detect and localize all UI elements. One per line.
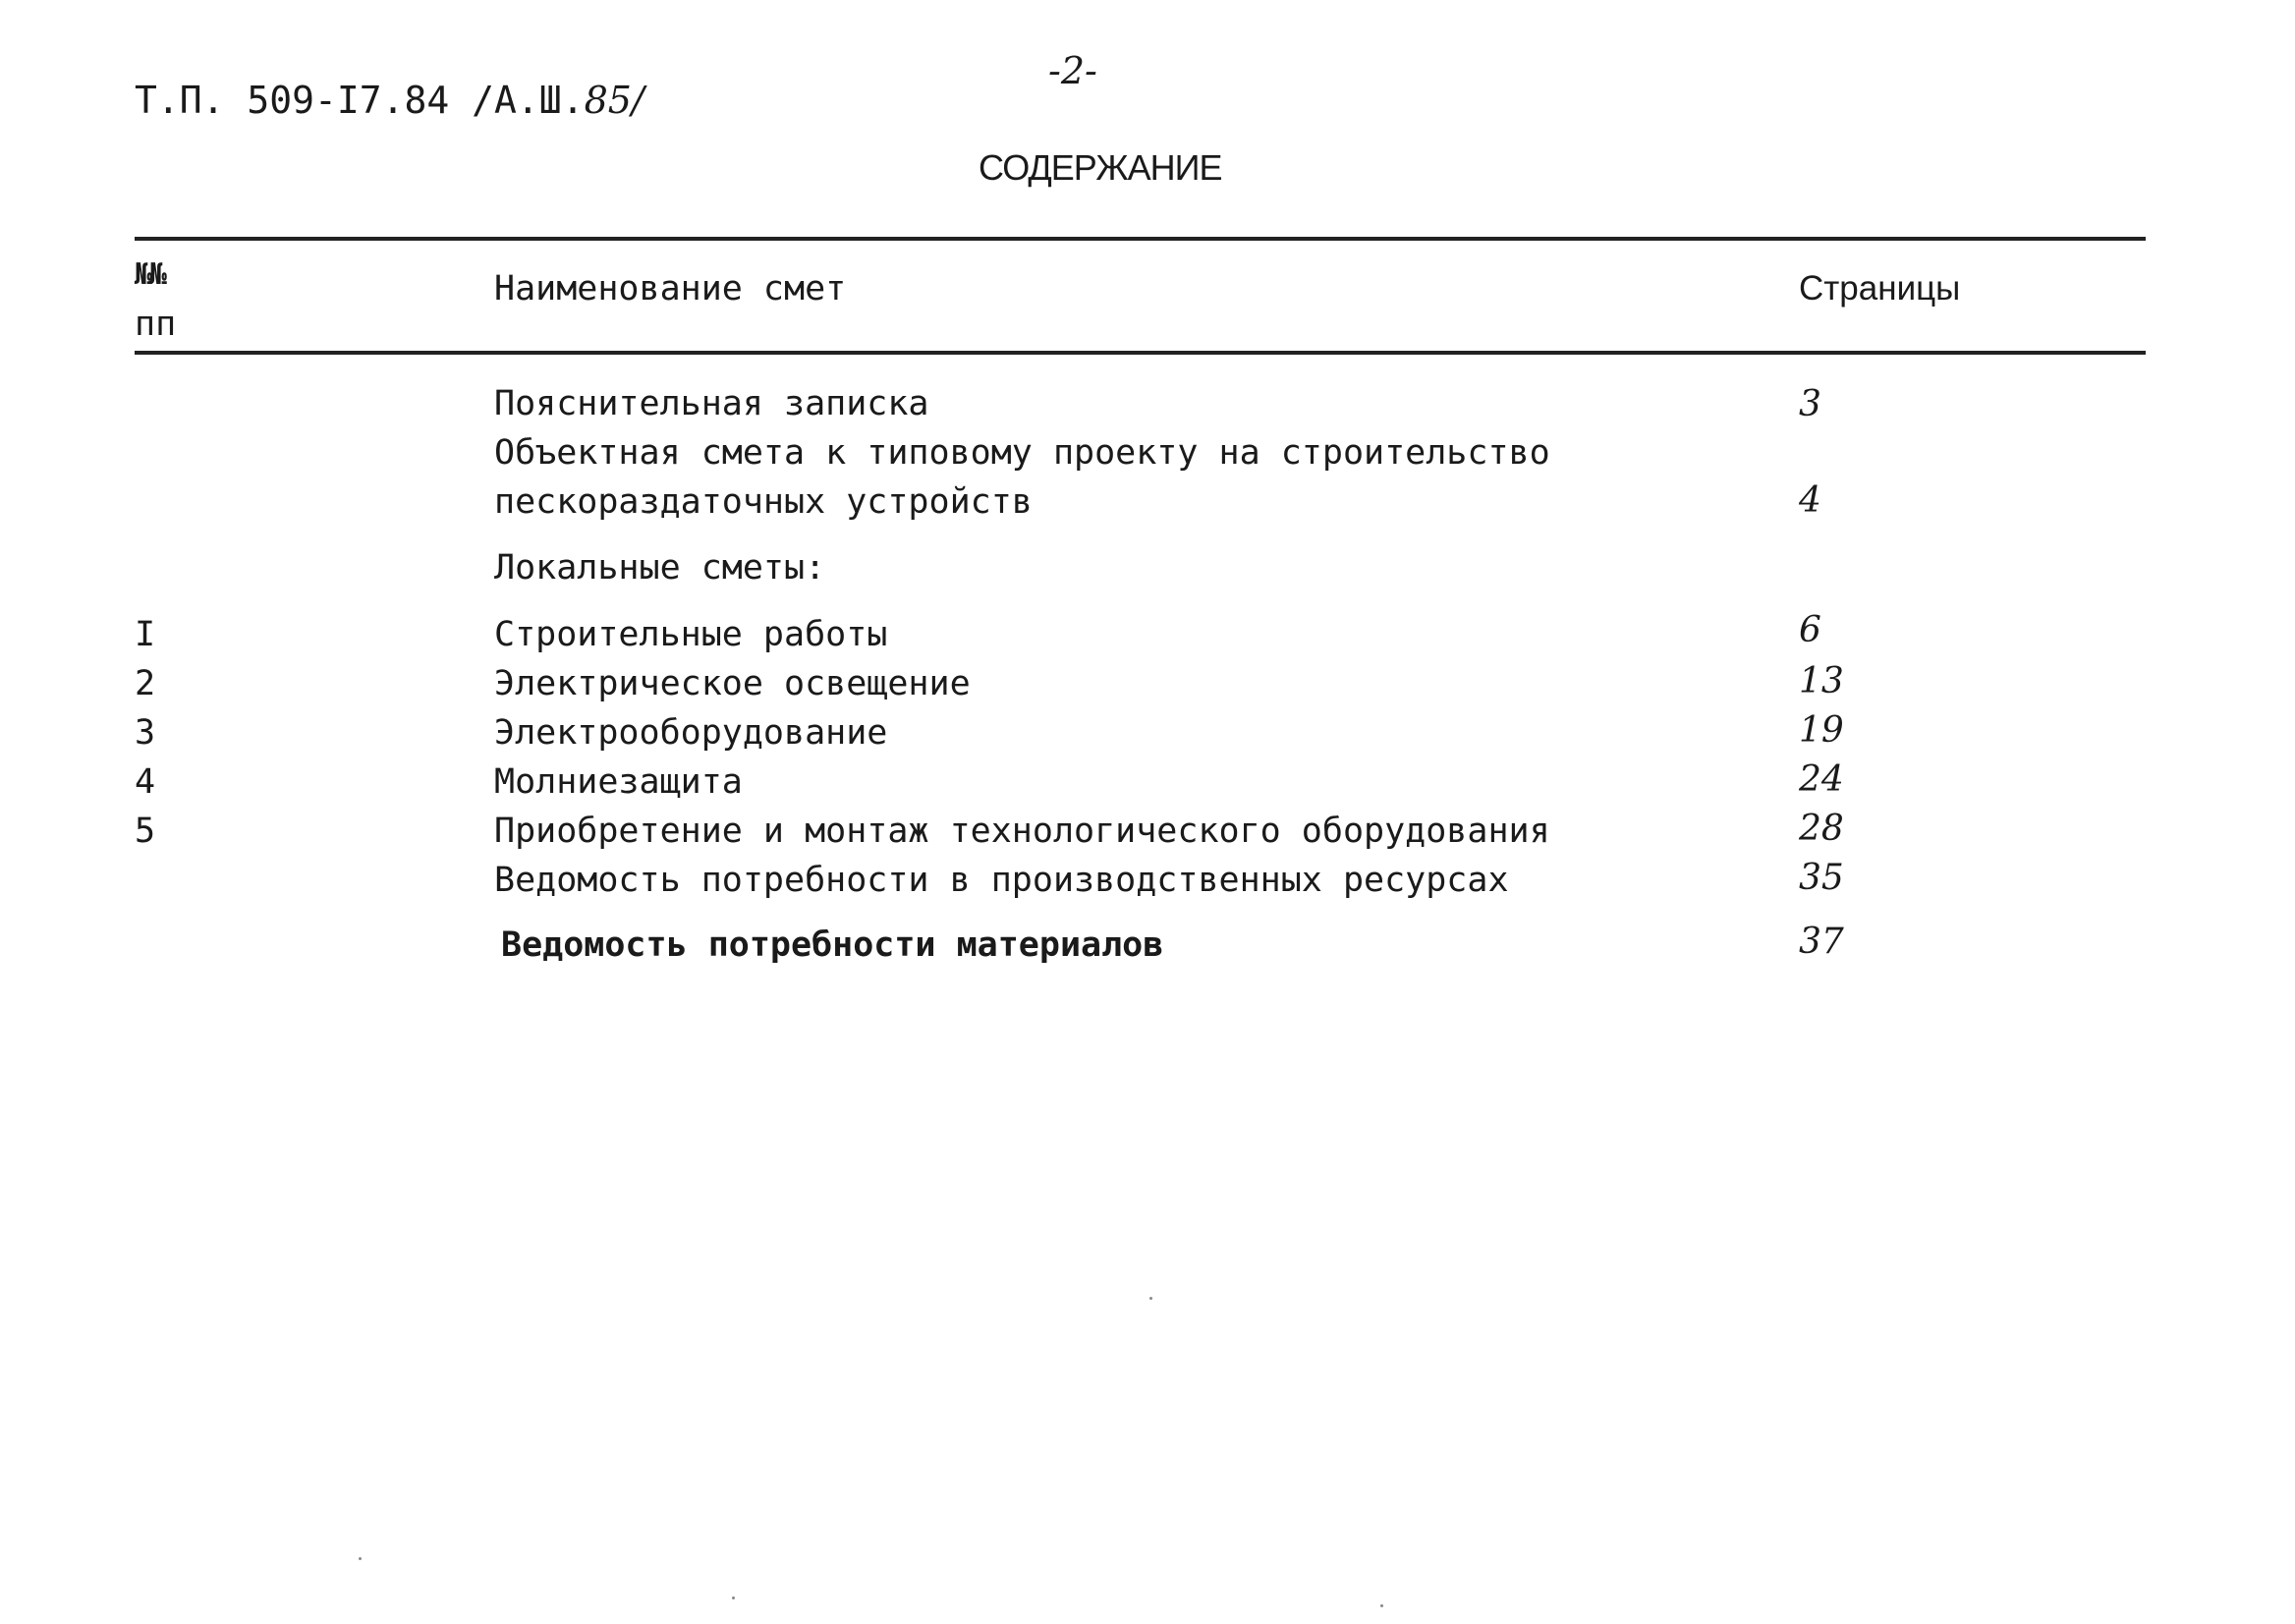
column-header-number-line1: №№	[135, 257, 165, 292]
scan-speck	[732, 1596, 735, 1599]
row-name: Объектная смета к типовому проекту на строительство	[494, 433, 1550, 473]
row-number: 3	[135, 713, 156, 753]
row-name: Приобретение и монтаж технологического оборудования	[494, 812, 1550, 851]
table-header-rule	[135, 351, 2146, 355]
row-page: 13	[1799, 661, 1844, 701]
table-top-rule	[135, 237, 2146, 241]
row-name: Ведомость потребности в производственных ресурсах	[494, 861, 1509, 900]
row-number: 4	[135, 762, 156, 802]
document-code-typed: Т.П. 509-I7.84 /А.Ш.	[135, 79, 585, 122]
page-title: СОДЕРЖАНИЕ	[979, 147, 1222, 188]
column-header-pages: Страницы	[1799, 269, 1961, 308]
row-page: 4	[1799, 480, 1821, 521]
row-page: 6	[1799, 610, 1821, 650]
page-number: -2-	[1048, 49, 1097, 92]
row-number: 5	[135, 812, 156, 851]
row-name: Электрическое освещение	[494, 664, 971, 703]
column-header-number-line2: пп	[135, 305, 177, 344]
row-page: 24	[1799, 759, 1844, 800]
column-header-name: Наименование смет	[494, 269, 847, 308]
scan-speck	[359, 1557, 362, 1560]
row-page: 35	[1799, 858, 1844, 898]
scan-speck	[1380, 1604, 1383, 1607]
document-code	[135, 79, 644, 122]
row-name: Пояснительная записка	[494, 384, 929, 423]
row-name: Молниезащита	[494, 762, 743, 802]
row-page: 37	[1799, 922, 1844, 962]
row-name-section: Локальные сметы:	[494, 548, 826, 588]
row-number: 2	[135, 664, 156, 703]
row-name: Ведомость потребности материалов	[501, 925, 1164, 965]
scan-speck	[1149, 1297, 1152, 1300]
row-name: Строительные работы	[494, 615, 888, 654]
row-name: Электрооборудование	[494, 713, 888, 753]
row-page: 3	[1799, 384, 1821, 424]
row-name: пескораздаточных устройств	[494, 482, 1033, 522]
row-page: 19	[1799, 710, 1844, 751]
row-number: I	[135, 615, 156, 654]
row-page: 28	[1799, 809, 1844, 849]
document-code-handwritten: 85/	[584, 79, 644, 122]
